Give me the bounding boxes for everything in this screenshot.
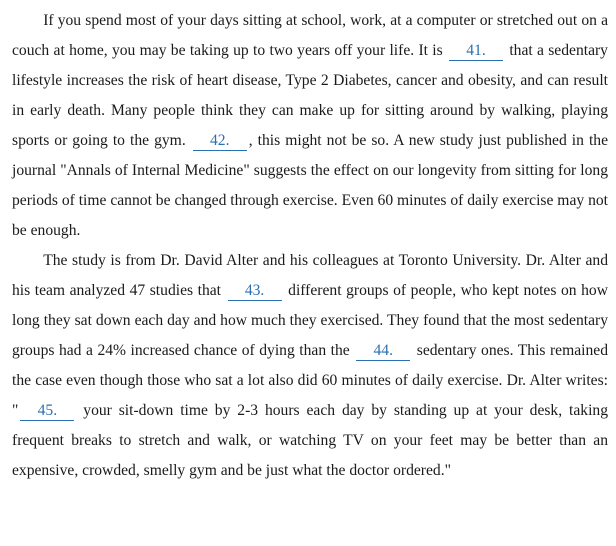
paragraph-1-text-3: , this might not be so. A new study just published in the journal "Annals of Internal Medicine" suggests the effect on our longevity from sitting for long periods of time cannot be changed through exercise. Even 60 minutes of daily exercise may not be enough. (12, 132, 608, 239)
paragraph-2-text-4: your sit-down time by 2-3 hours each day by standing up at your desk, taking frequent breaks to stretch and walk, or watching TV on your feet may be better than an expensive, crowded, smelly gym and be just what the doctor ordered." (12, 402, 608, 479)
paragraph-1-text-1: If you spend most of your days sitting at school, work, at a computer or stretched out on a couch at home, you may be taking up to two years off your life. It is (12, 12, 608, 59)
blank-43[interactable]: 43. (228, 282, 282, 301)
paragraph-1-text-2: that a sedentary lifestyle increases the risk of heart disease, Type 2 Diabetes, cancer and obesity, and can result in early death. Many people think they can make up for sitting around by walking, playing sports or going to the gym. (12, 42, 608, 149)
blank-45[interactable]: 45. (20, 402, 74, 421)
blank-44[interactable]: 44. (356, 342, 410, 361)
paragraph-2-text-1: The study is from Dr. David Alter and his colleagues at Toronto University. Dr. Alter and his team analyzed 47 studies that (12, 252, 608, 299)
paragraph-2-text-3: sedentary ones. This remained the case even though those who sat a lot also did 60 minutes of daily exercise. Dr. Alter writes: " (12, 342, 609, 419)
paragraph-2-text-2: different groups of people, who kept notes on how long they sat down each day and how much they exercised. They found that the most sedentary groups had a 24% increased chance of dying than the (12, 282, 608, 359)
blank-41[interactable]: 41. (449, 42, 503, 61)
blank-42[interactable]: 42. (193, 132, 247, 151)
paragraph-2 (12, 246, 608, 486)
paragraph-1 (12, 6, 608, 246)
